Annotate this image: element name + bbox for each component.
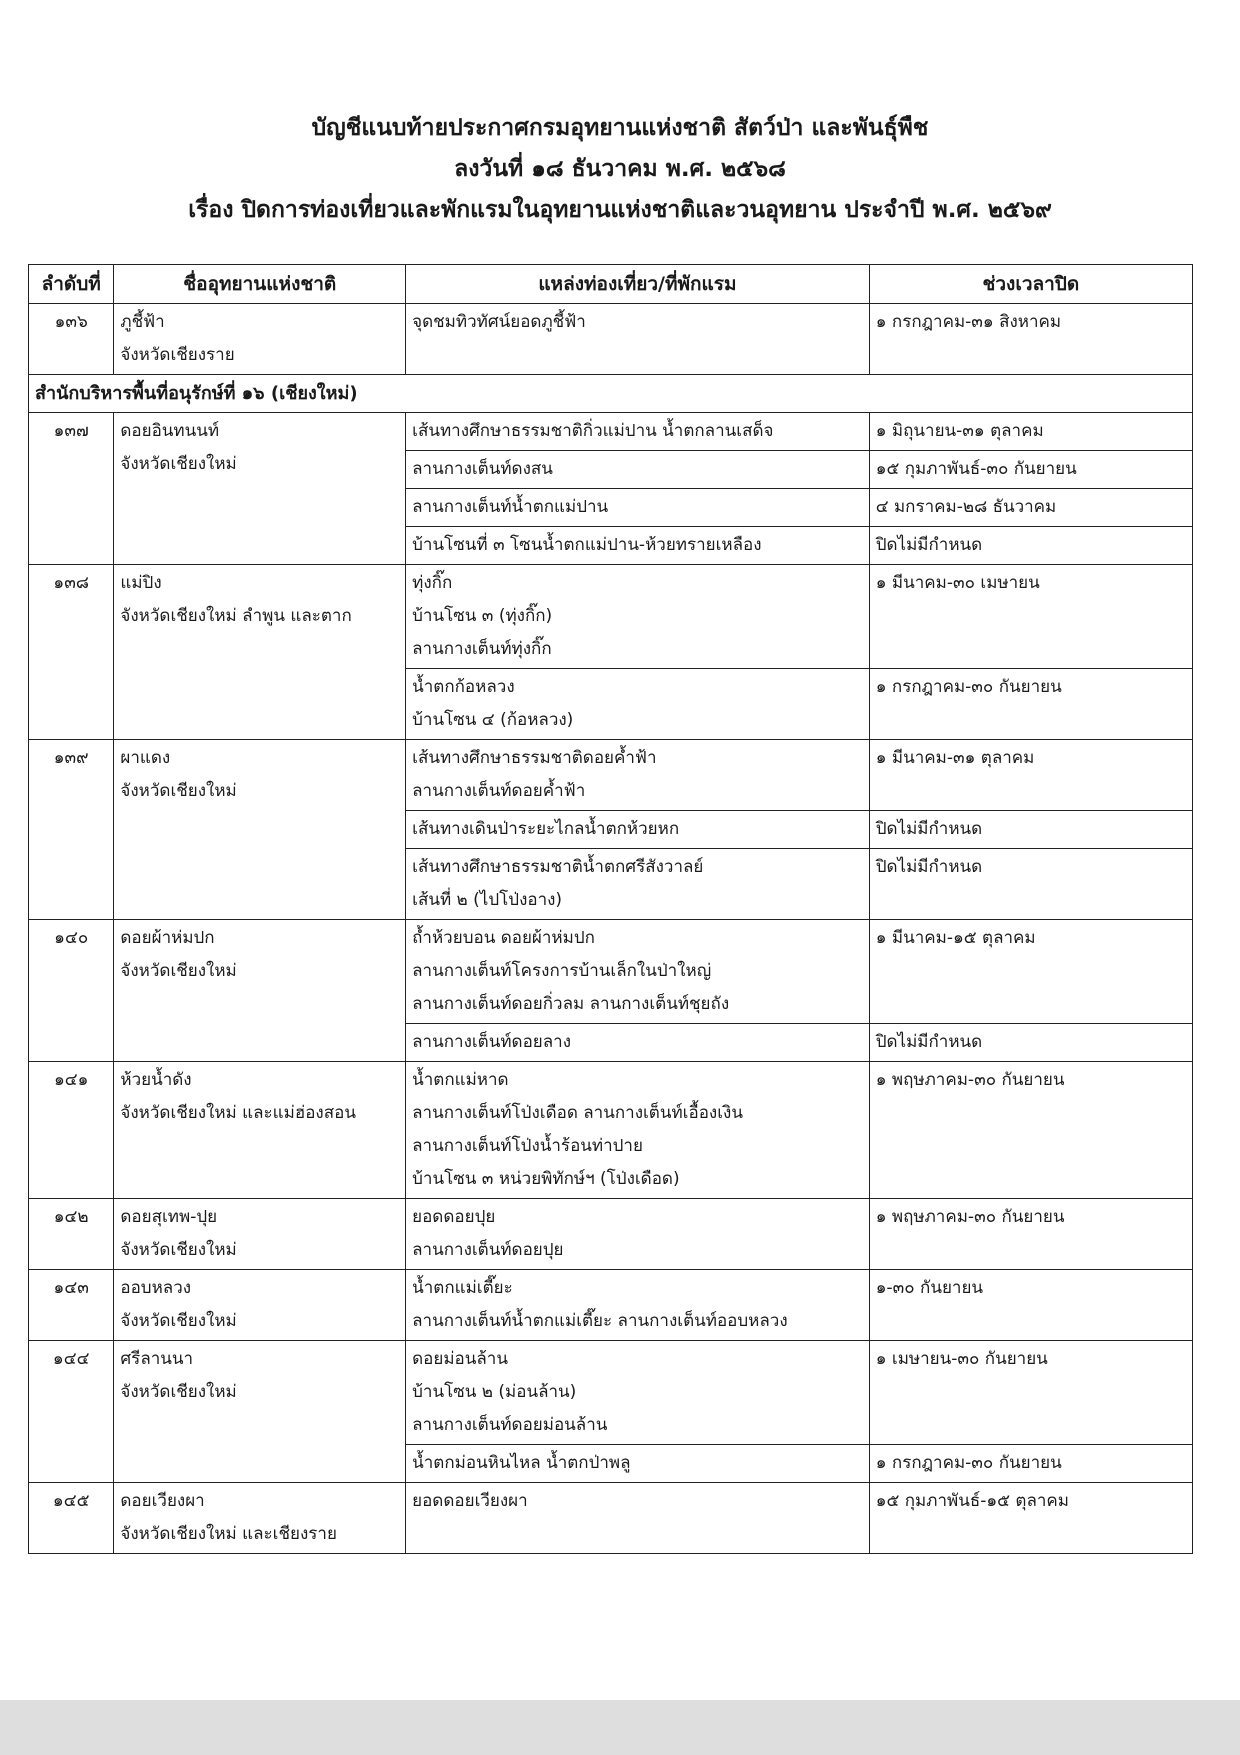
site-cell bbox=[406, 1062, 870, 1199]
header-line-1: บัญชีแนบท้ายประกาศกรมอุทยานแห่งชาติ สัตว์ป่า และพันธุ์พืช bbox=[311, 115, 929, 141]
header-period: ช่วงเวลาปิด bbox=[869, 265, 1192, 304]
period-cell: ๑-๓๐ กันยายน bbox=[869, 1270, 1192, 1341]
park-province: จังหวัดเชียงใหม่ bbox=[120, 961, 237, 981]
park-province: จังหวัดเชียงใหม่ ลำพูน และตาก bbox=[120, 606, 352, 626]
site-line: บ้านโซน ๓ (ทุ่งกิ๊ก) bbox=[412, 606, 553, 626]
park-name: ออบหลวง bbox=[120, 1278, 192, 1298]
park-name: แม่ปิง bbox=[120, 573, 162, 593]
site-line: ลานกางเต็นท์ดอยลาง bbox=[412, 1032, 572, 1052]
row-number: ๑๔๑ bbox=[29, 1062, 114, 1199]
park-cell bbox=[114, 1341, 406, 1483]
park-province: จังหวัดเชียงราย bbox=[120, 345, 235, 365]
park-cell bbox=[114, 920, 406, 1062]
site-line: ลานกางเต็นท์น้ำตกแม่ปาน bbox=[412, 497, 609, 517]
park-province: จังหวัดเชียงใหม่ bbox=[120, 454, 237, 474]
site-line: เส้นทางศึกษาธรรมชาติกิ่วแม่ปาน น้ำตกลานเสด็จ bbox=[412, 421, 774, 441]
table-row bbox=[29, 1062, 1193, 1199]
site-cell bbox=[406, 669, 870, 740]
period-cell: ๑ มิถุนายน-๓๑ ตุลาคม bbox=[869, 413, 1192, 451]
park-name: ดอยอินทนนท์ bbox=[120, 421, 220, 441]
site-line: น้ำตกแม่หาด bbox=[412, 1070, 509, 1090]
row-number: ๑๔๔ bbox=[29, 1341, 114, 1483]
site-line: ลานกางเต็นท์ดอยกิ่วลม ลานกางเต็นท์ชุยถัง bbox=[412, 994, 730, 1014]
site-cell bbox=[406, 527, 870, 565]
park-name: ดอยเวียงผา bbox=[120, 1491, 205, 1511]
site-cell bbox=[406, 1199, 870, 1270]
period-cell: ๑ กรกฎาคม-๓๐ กันยายน bbox=[869, 669, 1192, 740]
header-park: ชื่ออุทยานแห่งชาติ bbox=[114, 265, 406, 304]
park-cell bbox=[114, 740, 406, 920]
period-cell: ปิดไม่มีกำหนด bbox=[869, 849, 1192, 920]
period-cell: ๑ พฤษภาคม-๓๐ กันยายน bbox=[869, 1062, 1192, 1199]
site-cell bbox=[406, 1270, 870, 1341]
site-line: น้ำตกม่อนหินไหล น้ำตกป่าพลู bbox=[412, 1453, 631, 1473]
site-line: ทุ่งกิ๊ก bbox=[412, 573, 453, 593]
site-line: ลานกางเต็นท์ทุ่งกิ๊ก bbox=[412, 639, 552, 659]
park-name: ภูชี้ฟ้า bbox=[120, 312, 165, 332]
period-cell: ๑ มีนาคม-๑๕ ตุลาคม bbox=[869, 920, 1192, 1024]
park-name: ดอยสุเทพ-ปุย bbox=[120, 1207, 218, 1227]
row-number: ๑๓๖ bbox=[29, 304, 114, 375]
site-line: บ้านโซน ๒ (ม่อนล้าน) bbox=[412, 1382, 577, 1402]
park-province: จังหวัดเชียงใหม่ bbox=[120, 1311, 237, 1331]
site-cell bbox=[406, 489, 870, 527]
site-cell bbox=[406, 920, 870, 1024]
table-row bbox=[29, 1483, 1193, 1554]
site-line: เส้นที่ ๒ (ไปโป่งอาง) bbox=[412, 890, 563, 910]
park-cell bbox=[114, 413, 406, 565]
park-name: ห้วยน้ำดัง bbox=[120, 1070, 192, 1090]
park-cell bbox=[114, 1483, 406, 1554]
scan-bottom-band bbox=[0, 1700, 1240, 1755]
site-cell bbox=[406, 811, 870, 849]
period-cell: ปิดไม่มีกำหนด bbox=[869, 811, 1192, 849]
row-number: ๑๔๒ bbox=[29, 1199, 114, 1270]
table-row bbox=[29, 1341, 1193, 1445]
header-line-3: เรื่อง ปิดการท่องเที่ยวและพักแรมในอุทยานแห่งชาติและวนอุทยาน ประจำปี พ.ศ. ๒๕๖๙ bbox=[188, 197, 1052, 223]
table-row bbox=[29, 565, 1193, 669]
park-province: จังหวัดเชียงใหม่ และเชียงราย bbox=[120, 1524, 337, 1544]
site-cell bbox=[406, 304, 870, 375]
park-province: จังหวัดเชียงใหม่ bbox=[120, 781, 237, 801]
row-number: ๑๓๙ bbox=[29, 740, 114, 920]
site-line: ถ้ำห้วยบอน ดอยผ้าห่มปก bbox=[412, 928, 595, 948]
site-line: เส้นทางศึกษาธรรมชาติดอยค้ำฟ้า bbox=[412, 748, 657, 768]
site-cell bbox=[406, 1483, 870, 1554]
row-number: ๑๓๘ bbox=[29, 565, 114, 740]
park-cell bbox=[114, 1199, 406, 1270]
site-cell bbox=[406, 1341, 870, 1445]
period-cell: ปิดไม่มีกำหนด bbox=[869, 527, 1192, 565]
table-row bbox=[29, 920, 1193, 1024]
site-line: เส้นทางศึกษาธรรมชาติน้ำตกศรีสังวาลย์ bbox=[412, 857, 704, 877]
header-site: แหล่งท่องเที่ยว/ที่พักแรม bbox=[406, 265, 870, 304]
park-name: ดอยผ้าห่มปก bbox=[120, 928, 215, 948]
site-cell bbox=[406, 849, 870, 920]
park-province: จังหวัดเชียงใหม่ bbox=[120, 1382, 237, 1402]
site-line: ลานกางเต็นท์ดอยปุย bbox=[412, 1240, 564, 1260]
park-cell bbox=[114, 1270, 406, 1341]
site-cell bbox=[406, 1024, 870, 1062]
table-row bbox=[29, 304, 1193, 375]
row-number: ๑๓๗ bbox=[29, 413, 114, 565]
section-row bbox=[29, 375, 1193, 413]
site-cell bbox=[406, 451, 870, 489]
site-line: บ้านโซน ๔ (ก้อหลวง) bbox=[412, 710, 574, 730]
table-row bbox=[29, 740, 1193, 811]
document-header bbox=[0, 108, 1240, 231]
row-number: ๑๔๐ bbox=[29, 920, 114, 1062]
site-line: น้ำตกแม่เตี๊ยะ bbox=[412, 1278, 513, 1298]
period-cell: ๑ กรกฎาคม-๓๑ สิงหาคม bbox=[869, 304, 1192, 375]
period-cell: ๔ มกราคม-๒๘ ธันวาคม bbox=[869, 489, 1192, 527]
table-header-row bbox=[29, 265, 1193, 304]
site-line: เส้นทางเดินป่าระยะไกลน้ำตกห้วยหก bbox=[412, 819, 680, 839]
site-cell bbox=[406, 740, 870, 811]
park-cell bbox=[114, 565, 406, 740]
park-name: ผาแดง bbox=[120, 748, 171, 768]
park-province: จังหวัดเชียงใหม่ และแม่ฮ่องสอน bbox=[120, 1103, 356, 1123]
site-line: น้ำตกก้อหลวง bbox=[412, 677, 515, 697]
site-line: ลานกางเต็นท์น้ำตกแม่เตี๊ยะ ลานกางเต็นท์ออบหลวง bbox=[412, 1311, 788, 1331]
site-line: ลานกางเต็นท์ดอยม่อนล้าน bbox=[412, 1415, 608, 1435]
site-line: ลานกางเต็นท์โครงการบ้านเล็กในป่าใหญ่ bbox=[412, 961, 712, 981]
site-line: ลานกางเต็นท์โป่งน้ำร้อนท่าปาย bbox=[412, 1136, 643, 1156]
table-row bbox=[29, 1199, 1193, 1270]
site-line: บ้านโซนที่ ๓ โซนน้ำตกแม่ปาน-ห้วยทรายเหลือง bbox=[412, 535, 762, 555]
section-title: สำนักบริหารพื้นที่อนุรักษ์ที่ ๑๖ (เชียงใหม่) bbox=[29, 375, 1193, 413]
park-province: จังหวัดเชียงใหม่ bbox=[120, 1240, 237, 1260]
period-cell: ๑ กรกฎาคม-๓๐ กันยายน bbox=[869, 1445, 1192, 1483]
period-cell: ๑ มีนาคม-๓๐ เมษายน bbox=[869, 565, 1192, 669]
site-line: จุดชมทิวทัศน์ยอดภูชี้ฟ้า bbox=[412, 312, 586, 332]
header-no: ลำดับที่ bbox=[29, 265, 114, 304]
site-cell bbox=[406, 565, 870, 669]
header-line-2: ลงวันที่ ๑๘ ธันวาคม พ.ศ. ๒๕๖๘ bbox=[454, 156, 786, 182]
site-line: ยอดดอยปุย bbox=[412, 1207, 496, 1227]
park-name: ศรีลานนา bbox=[120, 1349, 194, 1369]
site-line: ยอดดอยเวียงผา bbox=[412, 1491, 528, 1511]
period-cell: ๑๕ กุมภาพันธ์-๓๐ กันยายน bbox=[869, 451, 1192, 489]
period-cell: ๑ พฤษภาคม-๓๐ กันยายน bbox=[869, 1199, 1192, 1270]
park-cell bbox=[114, 304, 406, 375]
park-cell bbox=[114, 1062, 406, 1199]
site-cell bbox=[406, 1445, 870, 1483]
row-number: ๑๔๓ bbox=[29, 1270, 114, 1341]
site-cell bbox=[406, 413, 870, 451]
table-row bbox=[29, 1270, 1193, 1341]
period-cell: ๑ เมษายน-๓๐ กันยายน bbox=[869, 1341, 1192, 1445]
period-cell: ๑ มีนาคม-๓๑ ตุลาคม bbox=[869, 740, 1192, 811]
site-line: ดอยม่อนล้าน bbox=[412, 1349, 508, 1369]
site-line: ลานกางเต็นท์ดอยค้ำฟ้า bbox=[412, 781, 586, 801]
table-row bbox=[29, 413, 1193, 451]
row-number: ๑๔๕ bbox=[29, 1483, 114, 1554]
closure-table bbox=[28, 264, 1193, 1554]
period-cell: ปิดไม่มีกำหนด bbox=[869, 1024, 1192, 1062]
site-line: บ้านโซน ๓ หน่วยพิทักษ์ฯ (โป่งเดือด) bbox=[412, 1169, 680, 1189]
period-cell: ๑๕ กุมภาพันธ์-๑๕ ตุลาคม bbox=[869, 1483, 1192, 1554]
site-line: ลานกางเต็นท์ดงสน bbox=[412, 459, 553, 479]
site-line: ลานกางเต็นท์โป่งเดือด ลานกางเต็นท์เอื้องเงิน bbox=[412, 1103, 743, 1123]
